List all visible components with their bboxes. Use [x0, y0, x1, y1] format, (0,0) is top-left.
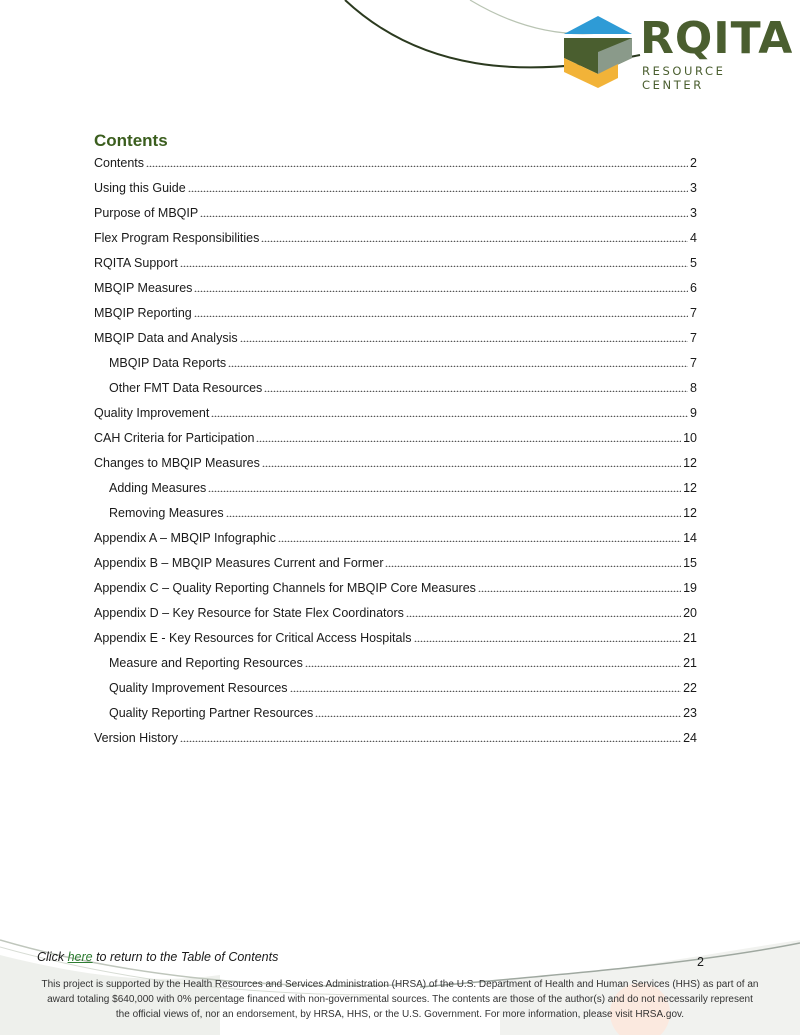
rqita-logo-mark: [558, 12, 638, 90]
return-prefix: Click: [37, 950, 68, 964]
toc-entry[interactable]: [94, 151, 697, 176]
toc-entry[interactable]: [94, 726, 697, 751]
toc-entry-title: Appendix B – MBQIP Measures Current and Former: [94, 556, 384, 570]
toc-entry[interactable]: [94, 651, 697, 676]
toc-entry-page: 5: [690, 256, 697, 270]
toc-entry-title: MBQIP Data Reports: [109, 356, 227, 370]
toc-entry-page: 7: [690, 306, 697, 320]
toc-entry-page: 23: [683, 706, 697, 720]
toc-entry-page: 20: [683, 606, 697, 620]
toc-entry[interactable]: [94, 701, 697, 726]
toc-entry[interactable]: [94, 476, 697, 501]
toc-entry[interactable]: [94, 426, 697, 451]
toc-dot-leader: [385, 557, 681, 567]
toc-entry-title: Appendix A – MBQIP Infographic: [94, 531, 276, 545]
toc-entry[interactable]: [94, 251, 697, 276]
toc-dot-leader: [256, 432, 681, 442]
toc-entry-page: 22: [683, 681, 697, 695]
toc-entry-page: 15: [683, 556, 697, 570]
toc-entry-page: 6: [690, 281, 697, 295]
toc-entry-page: 8: [690, 381, 697, 395]
toc-dot-leader: [264, 382, 688, 392]
toc-entry-title: Appendix D – Key Resource for State Flex Coordinators: [94, 606, 404, 620]
toc-entry-page: 2: [690, 156, 697, 170]
toc-entry-page: 12: [683, 456, 697, 470]
logo-wordmark: RQITA: [640, 13, 794, 64]
toc-entry-title: Changes to MBQIP Measures: [94, 456, 260, 470]
toc-entry-page: 24: [683, 731, 697, 745]
toc-entry[interactable]: [94, 601, 697, 626]
toc-dot-leader: [194, 307, 688, 317]
page-number: 2: [697, 955, 704, 969]
toc-entry[interactable]: [94, 526, 697, 551]
return-to-toc: [37, 950, 278, 964]
toc-dot-leader: [208, 482, 681, 492]
toc-entry-title: Appendix E - Key Resources for Critical Access Hospitals: [94, 631, 412, 645]
toc-entry-title: MBQIP Data and Analysis: [94, 331, 238, 345]
toc-dot-leader: [188, 182, 688, 192]
toc-entry[interactable]: [94, 451, 697, 476]
toc-dot-leader: [180, 732, 681, 742]
toc-dot-leader: [211, 407, 688, 417]
toc-entry-title: Removing Measures: [109, 506, 224, 520]
toc-entry[interactable]: [94, 276, 697, 301]
toc-entry-title: CAH Criteria for Participation: [94, 431, 255, 445]
toc-dot-leader: [305, 657, 681, 667]
toc-entry-page: 12: [683, 506, 697, 520]
toc-entry-page: 21: [683, 656, 697, 670]
toc-entry-title: Purpose of MBQIP: [94, 206, 199, 220]
toc-entry-title: Quality Improvement: [94, 406, 210, 420]
toc-entry-page: 21: [683, 631, 697, 645]
return-link[interactable]: here: [67, 950, 93, 964]
toc-entry-title: Quality Reporting Partner Resources: [109, 706, 314, 720]
toc-entry[interactable]: [94, 226, 697, 251]
toc-entry[interactable]: [94, 301, 697, 326]
toc-entry-page: 3: [690, 206, 697, 220]
toc-entry-title: MBQIP Reporting: [94, 306, 192, 320]
toc-entry[interactable]: [94, 201, 697, 226]
toc-dot-leader: [226, 507, 681, 517]
toc-dot-leader: [240, 332, 688, 342]
toc-dot-leader: [290, 682, 682, 692]
toc-entry-page: 10: [683, 431, 697, 445]
toc-dot-leader: [200, 207, 688, 217]
toc-entry-page: 9: [690, 406, 697, 420]
toc-entry-title: Contents: [94, 156, 145, 170]
toc-dot-leader: [406, 607, 681, 617]
toc-entry-title: Using this Guide: [94, 181, 186, 195]
toc-dot-leader: [194, 282, 688, 292]
toc-dot-leader: [146, 157, 688, 167]
toc-entry[interactable]: [94, 326, 697, 351]
logo-subtitle: RESOURCE CENTER: [642, 64, 726, 92]
toc-entry[interactable]: [94, 676, 697, 701]
toc-entry-title: Other FMT Data Resources: [109, 381, 263, 395]
table-of-contents: [94, 151, 697, 751]
toc-entry[interactable]: [94, 501, 697, 526]
toc-entry[interactable]: [94, 626, 697, 651]
toc-entry-title: Adding Measures: [109, 481, 207, 495]
toc-entry-page: 4: [690, 231, 697, 245]
return-suffix: to return to the Table of Contents: [92, 950, 279, 964]
toc-entry[interactable]: [94, 551, 697, 576]
toc-entry-title: Flex Program Responsibilities: [94, 231, 260, 245]
toc-entry[interactable]: [94, 576, 697, 601]
toc-entry-title: Quality Improvement Resources: [109, 681, 288, 695]
toc-dot-leader: [180, 257, 688, 267]
toc-entry-title: Appendix C – Quality Reporting Channels for MBQIP Core Measures: [94, 581, 476, 595]
toc-entry-page: 3: [690, 181, 697, 195]
toc-dot-leader: [228, 357, 688, 367]
toc-dot-leader: [262, 457, 681, 467]
funding-disclaimer: This project is supported by the Health Resources and Services Administration (HRSA) of the U.S. Department of Health and Human Services (HHS) as part of an award totaling $640,000 with 0% percentage financed with non-governmental sources. The contents are those of the author(s) and do not necessarily represent the official views of, nor an endorsement, by HRSA, HHS, or the U.S. Government. For more information, please visit HRSA.gov.: [41, 979, 759, 1020]
toc-entry-page: 12: [683, 481, 697, 495]
toc-entry[interactable]: [94, 351, 697, 376]
toc-dot-leader: [414, 632, 682, 642]
toc-dot-leader: [478, 582, 681, 592]
toc-entry[interactable]: [94, 376, 697, 401]
rqita-logo: [558, 12, 794, 92]
toc-entry[interactable]: [94, 176, 697, 201]
toc-heading: Contents: [94, 131, 168, 150]
toc-entry-title: Version History: [94, 731, 179, 745]
toc-entry-page: 19: [683, 581, 697, 595]
toc-entry-page: 7: [690, 356, 697, 370]
toc-entry-title: RQITA Support: [94, 256, 178, 270]
toc-entry-page: 14: [683, 531, 697, 545]
toc-entry-title: MBQIP Measures: [94, 281, 193, 295]
toc-entry[interactable]: [94, 401, 697, 426]
toc-dot-leader: [278, 532, 681, 542]
toc-entry-title: Measure and Reporting Resources: [109, 656, 303, 670]
toc-dot-leader: [261, 232, 688, 242]
toc-entry-page: 7: [690, 331, 697, 345]
toc-dot-leader: [315, 707, 681, 717]
